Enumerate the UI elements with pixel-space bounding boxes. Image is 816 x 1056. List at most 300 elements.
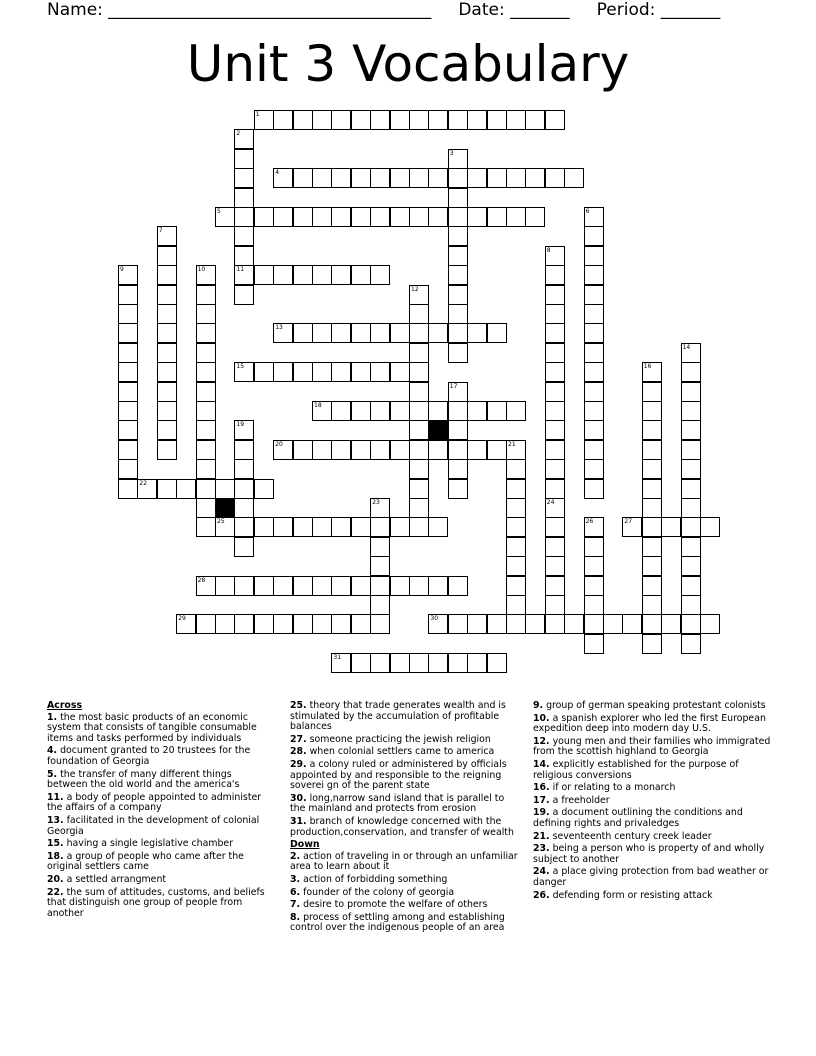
grid-cell[interactable] — [118, 362, 138, 382]
grid-cell[interactable] — [157, 401, 177, 421]
grid-cell[interactable] — [428, 401, 448, 421]
grid-cell[interactable] — [545, 595, 565, 615]
grid-cell[interactable] — [603, 614, 623, 634]
grid-cell[interactable] — [642, 576, 662, 596]
grid-cell[interactable] — [545, 556, 565, 576]
grid-cell[interactable] — [234, 285, 254, 305]
date-line[interactable]: _______ — [510, 0, 570, 20]
grid-cell[interactable] — [428, 440, 448, 460]
grid-cell[interactable] — [331, 110, 351, 130]
grid-cell[interactable] — [467, 440, 487, 460]
grid-cell[interactable] — [467, 207, 487, 227]
grid-cell[interactable] — [409, 653, 429, 673]
grid-cell[interactable] — [157, 246, 177, 266]
grid-cell[interactable] — [370, 110, 390, 130]
grid-cell[interactable] — [293, 323, 313, 343]
grid-cell[interactable] — [331, 440, 351, 460]
grid-cell[interactable] — [370, 595, 390, 615]
grid-cell[interactable] — [584, 440, 604, 460]
grid-cell[interactable] — [681, 343, 701, 363]
grid-cell[interactable] — [409, 304, 429, 324]
grid-cell[interactable] — [409, 440, 429, 460]
grid-cell[interactable] — [390, 576, 410, 596]
grid-cell[interactable] — [118, 420, 138, 440]
grid-cell[interactable] — [254, 614, 274, 634]
grid-cell[interactable] — [525, 110, 545, 130]
grid-cell[interactable] — [681, 556, 701, 576]
grid-cell[interactable] — [254, 110, 274, 130]
grid-cell[interactable] — [428, 517, 448, 537]
grid-cell[interactable] — [642, 382, 662, 402]
grid-cell[interactable] — [545, 362, 565, 382]
grid-cell[interactable] — [506, 168, 526, 188]
grid-cell[interactable] — [681, 634, 701, 654]
grid-cell[interactable] — [215, 517, 235, 537]
grid-cell[interactable] — [409, 517, 429, 537]
grid-cell[interactable] — [370, 168, 390, 188]
grid-cell[interactable] — [196, 265, 216, 285]
grid-cell[interactable] — [506, 207, 526, 227]
grid-cell[interactable] — [409, 285, 429, 305]
grid-cell[interactable] — [157, 362, 177, 382]
grid-cell[interactable] — [234, 207, 254, 227]
grid-cell[interactable] — [506, 576, 526, 596]
grid-cell[interactable] — [293, 265, 313, 285]
grid-cell[interactable] — [390, 323, 410, 343]
grid-cell[interactable] — [293, 168, 313, 188]
grid-cell[interactable] — [487, 401, 507, 421]
grid-cell[interactable] — [622, 517, 642, 537]
grid-cell[interactable] — [370, 556, 390, 576]
grid-cell[interactable] — [331, 362, 351, 382]
grid-cell[interactable] — [545, 285, 565, 305]
grid-cell[interactable] — [351, 207, 371, 227]
grid-cell[interactable] — [157, 304, 177, 324]
grid-cell[interactable] — [487, 168, 507, 188]
grid-cell[interactable] — [196, 285, 216, 305]
grid-cell[interactable] — [506, 498, 526, 518]
grid-cell[interactable] — [448, 343, 468, 363]
grid-cell[interactable] — [254, 362, 274, 382]
grid-cell[interactable] — [351, 576, 371, 596]
grid-cell[interactable] — [234, 168, 254, 188]
grid-cell[interactable] — [196, 304, 216, 324]
grid-cell[interactable] — [584, 595, 604, 615]
grid-cell[interactable] — [157, 420, 177, 440]
grid-cell[interactable] — [681, 595, 701, 615]
grid-cell[interactable] — [273, 517, 293, 537]
grid-cell[interactable] — [331, 401, 351, 421]
grid-cell[interactable] — [506, 440, 526, 460]
grid-cell[interactable] — [545, 168, 565, 188]
grid-cell[interactable] — [390, 401, 410, 421]
grid-cell[interactable] — [545, 459, 565, 479]
grid-cell[interactable] — [254, 479, 274, 499]
grid-cell[interactable] — [545, 265, 565, 285]
grid-cell[interactable] — [390, 362, 410, 382]
grid-cell[interactable] — [118, 265, 138, 285]
grid-cell[interactable] — [331, 207, 351, 227]
grid-cell[interactable] — [234, 265, 254, 285]
grid-cell[interactable] — [157, 343, 177, 363]
grid-cell[interactable] — [118, 459, 138, 479]
grid-cell[interactable] — [428, 653, 448, 673]
grid-cell[interactable] — [681, 517, 701, 537]
grid-cell[interactable] — [312, 440, 332, 460]
grid-cell[interactable] — [176, 479, 196, 499]
grid-cell[interactable] — [312, 207, 332, 227]
grid-cell[interactable] — [273, 323, 293, 343]
grid-cell[interactable] — [370, 207, 390, 227]
grid-cell[interactable] — [273, 440, 293, 460]
grid-cell[interactable] — [409, 110, 429, 130]
grid-cell[interactable] — [137, 479, 157, 499]
grid-cell[interactable] — [681, 459, 701, 479]
grid-cell[interactable] — [545, 537, 565, 557]
grid-cell[interactable] — [428, 168, 448, 188]
grid-cell[interactable] — [215, 576, 235, 596]
grid-cell[interactable] — [370, 440, 390, 460]
grid-cell[interactable] — [196, 576, 216, 596]
grid-cell[interactable] — [428, 110, 448, 130]
grid-cell[interactable] — [661, 614, 681, 634]
grid-cell[interactable] — [467, 653, 487, 673]
grid-cell[interactable] — [370, 323, 390, 343]
grid-cell[interactable] — [506, 537, 526, 557]
grid-cell[interactable] — [642, 420, 662, 440]
grid-cell[interactable] — [467, 614, 487, 634]
grid-cell[interactable] — [661, 517, 681, 537]
grid-cell[interactable] — [196, 420, 216, 440]
grid-cell[interactable] — [584, 226, 604, 246]
grid-cell[interactable] — [448, 479, 468, 499]
grid-cell[interactable] — [273, 614, 293, 634]
grid-cell[interactable] — [312, 110, 332, 130]
grid-cell[interactable] — [351, 323, 371, 343]
grid-cell[interactable] — [681, 382, 701, 402]
grid-cell[interactable] — [681, 440, 701, 460]
grid-cell[interactable] — [273, 576, 293, 596]
grid-cell[interactable] — [312, 517, 332, 537]
grid-cell[interactable] — [157, 323, 177, 343]
grid-cell[interactable] — [351, 401, 371, 421]
grid-cell[interactable] — [390, 168, 410, 188]
grid-cell[interactable] — [409, 323, 429, 343]
grid-cell[interactable] — [409, 168, 429, 188]
grid-cell[interactable] — [487, 614, 507, 634]
grid-cell[interactable] — [196, 401, 216, 421]
grid-cell[interactable] — [584, 459, 604, 479]
grid-cell[interactable] — [448, 149, 468, 169]
grid-cell[interactable] — [681, 479, 701, 499]
grid-cell[interactable] — [545, 576, 565, 596]
name-line[interactable]: ______________________________________ — [108, 0, 432, 20]
grid-cell[interactable] — [428, 207, 448, 227]
grid-cell[interactable] — [506, 401, 526, 421]
grid-cell[interactable] — [448, 382, 468, 402]
grid-cell[interactable] — [409, 498, 429, 518]
grid-cell[interactable] — [584, 479, 604, 499]
grid-cell[interactable] — [428, 323, 448, 343]
grid-cell[interactable] — [681, 401, 701, 421]
grid-cell[interactable] — [254, 265, 274, 285]
grid-cell[interactable] — [196, 479, 216, 499]
grid-cell[interactable] — [370, 614, 390, 634]
grid-cell[interactable] — [448, 265, 468, 285]
grid-cell[interactable] — [409, 401, 429, 421]
grid-cell[interactable] — [312, 265, 332, 285]
grid-cell[interactable] — [584, 401, 604, 421]
grid-cell[interactable] — [448, 246, 468, 266]
grid-cell[interactable] — [584, 246, 604, 266]
grid-cell[interactable] — [584, 556, 604, 576]
grid-cell[interactable] — [312, 323, 332, 343]
grid-cell[interactable] — [584, 207, 604, 227]
grid-cell[interactable] — [118, 440, 138, 460]
grid-cell[interactable] — [215, 479, 235, 499]
grid-cell[interactable] — [215, 207, 235, 227]
grid-cell[interactable] — [312, 614, 332, 634]
grid-cell[interactable] — [234, 440, 254, 460]
grid-cell[interactable] — [234, 362, 254, 382]
grid-cell[interactable] — [370, 498, 390, 518]
grid-cell[interactable] — [584, 265, 604, 285]
grid-cell[interactable] — [584, 362, 604, 382]
grid-cell[interactable] — [545, 110, 565, 130]
grid-cell[interactable] — [467, 323, 487, 343]
grid-cell[interactable] — [545, 343, 565, 363]
grid-cell[interactable] — [118, 304, 138, 324]
grid-cell[interactable] — [642, 479, 662, 499]
grid-cell[interactable] — [467, 110, 487, 130]
grid-cell[interactable] — [234, 576, 254, 596]
grid-cell[interactable] — [273, 110, 293, 130]
grid-cell[interactable] — [409, 459, 429, 479]
grid-cell[interactable] — [312, 362, 332, 382]
grid-cell[interactable] — [390, 653, 410, 673]
grid-cell[interactable] — [157, 285, 177, 305]
grid-cell[interactable] — [234, 129, 254, 149]
grid-cell[interactable] — [448, 401, 468, 421]
grid-cell[interactable] — [118, 382, 138, 402]
grid-cell[interactable] — [293, 440, 313, 460]
grid-cell[interactable] — [622, 614, 642, 634]
grid-cell[interactable] — [196, 343, 216, 363]
grid-cell[interactable] — [196, 382, 216, 402]
grid-cell[interactable] — [234, 479, 254, 499]
grid-cell[interactable] — [331, 323, 351, 343]
grid-cell[interactable] — [700, 517, 720, 537]
grid-cell[interactable] — [409, 207, 429, 227]
grid-cell[interactable] — [564, 614, 584, 634]
grid-cell[interactable] — [390, 517, 410, 537]
grid-cell[interactable] — [584, 537, 604, 557]
grid-cell[interactable] — [370, 401, 390, 421]
grid-cell[interactable] — [467, 401, 487, 421]
grid-cell[interactable] — [681, 537, 701, 557]
grid-cell[interactable] — [545, 401, 565, 421]
grid-cell[interactable] — [448, 459, 468, 479]
grid-cell[interactable] — [584, 517, 604, 537]
grid-cell[interactable] — [584, 614, 604, 634]
grid-cell[interactable] — [409, 420, 429, 440]
grid-cell[interactable] — [525, 168, 545, 188]
grid-cell[interactable] — [157, 265, 177, 285]
grid-cell[interactable] — [584, 323, 604, 343]
grid-cell[interactable] — [312, 576, 332, 596]
grid-cell[interactable] — [118, 343, 138, 363]
grid-cell[interactable] — [487, 323, 507, 343]
grid-cell[interactable] — [448, 304, 468, 324]
grid-cell[interactable] — [293, 110, 313, 130]
grid-cell[interactable] — [545, 246, 565, 266]
grid-cell[interactable] — [196, 614, 216, 634]
grid-cell[interactable] — [351, 614, 371, 634]
grid-cell[interactable] — [448, 420, 468, 440]
grid-cell[interactable] — [293, 614, 313, 634]
grid-cell[interactable] — [506, 595, 526, 615]
grid-cell[interactable] — [564, 168, 584, 188]
grid-cell[interactable] — [331, 517, 351, 537]
grid-cell[interactable] — [681, 498, 701, 518]
grid-cell[interactable] — [642, 634, 662, 654]
grid-cell[interactable] — [351, 440, 371, 460]
grid-cell[interactable] — [448, 188, 468, 208]
grid-cell[interactable] — [681, 614, 701, 634]
grid-cell[interactable] — [448, 168, 468, 188]
grid-cell[interactable] — [157, 479, 177, 499]
grid-cell[interactable] — [234, 246, 254, 266]
grid-cell[interactable] — [506, 614, 526, 634]
grid-cell[interactable] — [545, 479, 565, 499]
grid-cell[interactable] — [506, 556, 526, 576]
grid-cell[interactable] — [215, 614, 235, 634]
grid-cell[interactable] — [681, 576, 701, 596]
grid-cell[interactable] — [642, 517, 662, 537]
grid-cell[interactable] — [642, 362, 662, 382]
grid-cell[interactable] — [351, 265, 371, 285]
grid-cell[interactable] — [254, 576, 274, 596]
grid-cell[interactable] — [176, 614, 196, 634]
grid-cell[interactable] — [584, 343, 604, 363]
grid-cell[interactable] — [409, 382, 429, 402]
grid-cell[interactable] — [118, 285, 138, 305]
grid-cell[interactable] — [196, 440, 216, 460]
grid-cell[interactable] — [254, 517, 274, 537]
grid-cell[interactable] — [390, 110, 410, 130]
grid-cell[interactable] — [312, 168, 332, 188]
grid-cell[interactable] — [448, 614, 468, 634]
grid-cell[interactable] — [196, 498, 216, 518]
grid-cell[interactable] — [584, 382, 604, 402]
grid-cell[interactable] — [545, 323, 565, 343]
grid-cell[interactable] — [118, 479, 138, 499]
grid-cell[interactable] — [196, 517, 216, 537]
grid-cell[interactable] — [506, 110, 526, 130]
grid-cell[interactable] — [118, 401, 138, 421]
grid-cell[interactable] — [409, 576, 429, 596]
period-line[interactable]: _______ — [660, 0, 721, 20]
grid-cell[interactable] — [525, 207, 545, 227]
grid-cell[interactable] — [448, 110, 468, 130]
grid-cell[interactable] — [331, 653, 351, 673]
grid-cell[interactable] — [448, 653, 468, 673]
grid-cell[interactable] — [448, 323, 468, 343]
grid-cell[interactable] — [351, 653, 371, 673]
grid-cell[interactable] — [312, 401, 332, 421]
grid-cell[interactable] — [642, 440, 662, 460]
grid-cell[interactable] — [351, 168, 371, 188]
grid-cell[interactable] — [234, 420, 254, 440]
grid-cell[interactable] — [293, 207, 313, 227]
grid-cell[interactable] — [293, 576, 313, 596]
grid-cell[interactable] — [409, 343, 429, 363]
grid-cell[interactable] — [351, 362, 371, 382]
grid-cell[interactable] — [331, 614, 351, 634]
grid-cell[interactable] — [157, 382, 177, 402]
grid-cell[interactable] — [681, 362, 701, 382]
grid-cell[interactable] — [390, 440, 410, 460]
grid-cell[interactable] — [234, 149, 254, 169]
grid-cell[interactable] — [545, 498, 565, 518]
grid-cell[interactable] — [370, 537, 390, 557]
grid-cell[interactable] — [234, 459, 254, 479]
grid-cell[interactable] — [390, 207, 410, 227]
grid-cell[interactable] — [448, 207, 468, 227]
grid-cell[interactable] — [234, 537, 254, 557]
grid-cell[interactable] — [234, 226, 254, 246]
grid-cell[interactable] — [700, 614, 720, 634]
grid-cell[interactable] — [409, 362, 429, 382]
grid-cell[interactable] — [642, 614, 662, 634]
grid-cell[interactable] — [642, 401, 662, 421]
grid-cell[interactable] — [584, 420, 604, 440]
grid-cell[interactable] — [506, 459, 526, 479]
grid-cell[interactable] — [409, 479, 429, 499]
grid-cell[interactable] — [448, 226, 468, 246]
grid-cell[interactable] — [545, 614, 565, 634]
grid-cell[interactable] — [642, 556, 662, 576]
grid-cell[interactable] — [196, 459, 216, 479]
grid-cell[interactable] — [642, 595, 662, 615]
grid-cell[interactable] — [584, 304, 604, 324]
grid-cell[interactable] — [448, 285, 468, 305]
grid-cell[interactable] — [545, 517, 565, 537]
grid-cell[interactable] — [681, 420, 701, 440]
grid-cell[interactable] — [273, 265, 293, 285]
grid-cell[interactable] — [234, 517, 254, 537]
grid-cell[interactable] — [196, 323, 216, 343]
grid-cell[interactable] — [428, 576, 448, 596]
grid-cell[interactable] — [370, 517, 390, 537]
grid-cell[interactable] — [545, 440, 565, 460]
grid-cell[interactable] — [370, 653, 390, 673]
grid-cell[interactable] — [487, 110, 507, 130]
grid-cell[interactable] — [506, 479, 526, 499]
grid-cell[interactable] — [293, 517, 313, 537]
grid-cell[interactable] — [273, 207, 293, 227]
grid-cell[interactable] — [428, 614, 448, 634]
grid-cell[interactable] — [196, 362, 216, 382]
grid-cell[interactable] — [506, 517, 526, 537]
grid-cell[interactable] — [273, 168, 293, 188]
grid-cell[interactable] — [448, 440, 468, 460]
grid-cell[interactable] — [545, 420, 565, 440]
grid-cell[interactable] — [293, 362, 313, 382]
grid-cell[interactable] — [273, 362, 293, 382]
grid-cell[interactable] — [157, 226, 177, 246]
grid-cell[interactable] — [351, 517, 371, 537]
